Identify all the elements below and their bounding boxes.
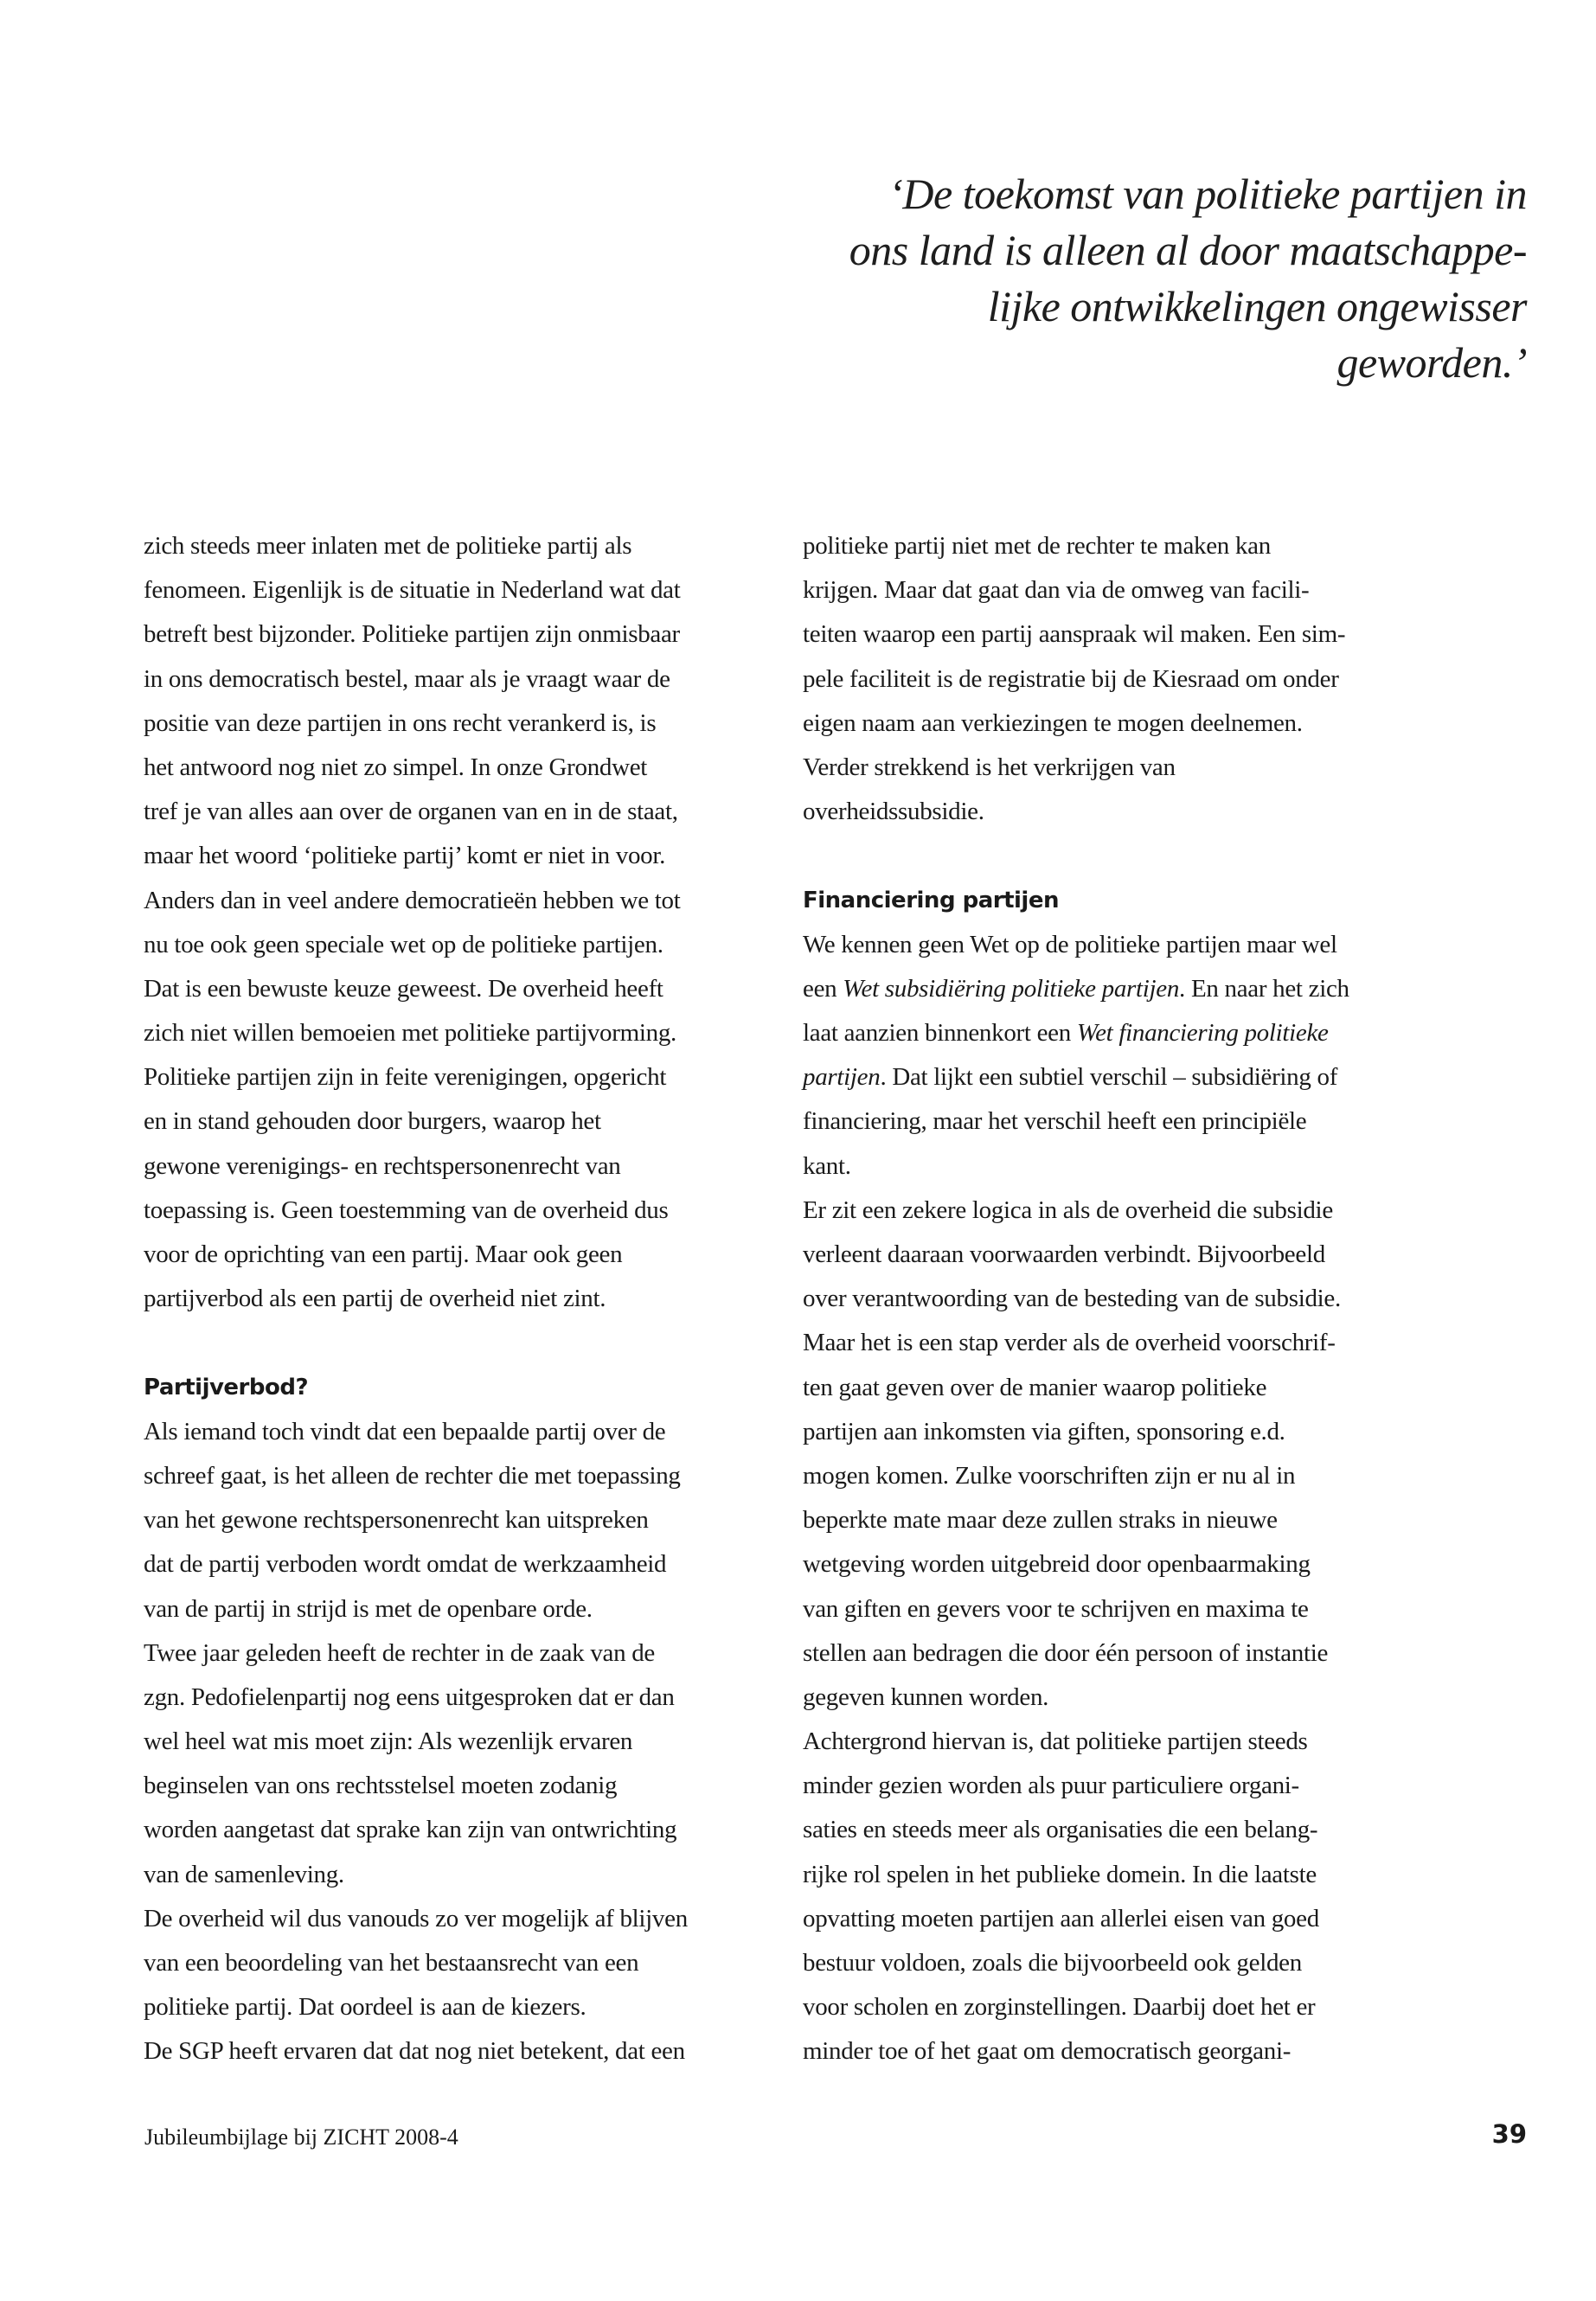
pull-quote-line: ons land is alleen al door maatschappe- [849, 226, 1527, 274]
text-line: De overheid wil dus vanouds zo ver mogelijk af blijven [144, 1904, 688, 1932]
text-line: bestuur voldoen, zoals die bijvoorbeeld ook gelden [803, 1949, 1302, 1977]
text-line: gegeven kunnen worden. [803, 1682, 1049, 1711]
text-line: We kennen geen Wet op de politieke partijen maar wel [803, 930, 1337, 958]
text-line: maar het woord ‘politieke partij’ komt er niet in voor. [144, 842, 666, 870]
text-line: in ons democratisch bestel, maar als je vraagt waar de [144, 664, 670, 693]
text-line: De SGP heeft ervaren dat dat nog niet betekent, dat een [144, 2037, 685, 2066]
pull-quote-line: ‘De toekomst van politieke partijen in [888, 170, 1527, 218]
text-line: zich niet willen bemoeien met politieke partijvorming. [144, 1019, 676, 1048]
text-line: zgn. Pedofielenpartij nog eens uitgesproken dat er dan [144, 1682, 675, 1711]
text-line: minder toe of het gaat om democratisch georgani- [803, 2037, 1292, 2066]
text-line [803, 967, 1408, 1011]
pull-quote-line: lijke ontwikkelingen ongewisser [987, 282, 1527, 330]
text-line: eigen naam aan verkiezingen te mogen deelnemen. [803, 708, 1303, 737]
section-heading: Partijverbod? [144, 1374, 309, 1400]
text-segment: . Dat lijkt een subtiel verschil – subsidiëring of [880, 1063, 1338, 1092]
text-line: saties en steeds meer als organisaties die een belang- [803, 1816, 1318, 1844]
text-line: voor de oprichting van een partij. Maar ook geen [144, 1240, 623, 1268]
text-line: fenomeen. Eigenlijk is de situatie in Nederland wat dat [144, 576, 681, 605]
text-line: Er zit een zekere logica in als de overheid die subsidie [803, 1195, 1333, 1224]
text-line: wel heel wat mis moet zijn: Als wezenlijk ervaren [144, 1727, 633, 1756]
text-line: worden aangetast dat sprake kan zijn van ontwrichting [144, 1816, 677, 1844]
text-line: politieke partij. Dat oordeel is aan de kiezers. [144, 1993, 586, 2022]
text-line: pele faciliteit is de registratie bij de Kiesraad om onder [803, 664, 1339, 693]
text-line: politieke partij niet met de rechter te maken kan [803, 532, 1271, 560]
text-line: Verder strekkend is het verkrijgen van [803, 753, 1176, 781]
text-line: Maar het is een stap verder als de overheid voorschrif- [803, 1329, 1336, 1357]
text-line: Dat is een bewuste keuze geweest. De overheid heeft [144, 974, 663, 1003]
text-line: en in stand gehouden door burgers, waarop het [144, 1107, 601, 1136]
text-line: Anders dan in veel andere democratieën hebben we tot [144, 886, 681, 914]
text-line [803, 1011, 1408, 1055]
section-heading: Financiering partijen [803, 887, 1059, 913]
text-line: Achtergrond hiervan is, dat politieke partijen steeds [803, 1727, 1308, 1756]
article-column-left [144, 524, 749, 2074]
text-segment: . En naar het zich [1179, 974, 1349, 1003]
text-line: positie van deze partijen in ons recht verankerd is, is [144, 708, 657, 737]
text-segment: laat aanzien binnenkort een [803, 1019, 1077, 1048]
text-line: nu toe ook geen speciale wet op de politieke partijen. [144, 930, 663, 958]
text-line: voor scholen en zorginstellingen. Daarbij doet het er [803, 1993, 1316, 2022]
text-line: rijke rol spelen in het publieke domein. In die laatste [803, 1860, 1317, 1888]
pull-quote-line: geworden.’ [1336, 338, 1527, 387]
text-line: financiering, maar het verschil heeft een principiële [803, 1107, 1307, 1136]
text-line: ten gaat geven over de manier waarop politieke [803, 1373, 1267, 1401]
text-segment: een [803, 974, 843, 1003]
text-line: overheidssubsidie. [803, 798, 984, 826]
text-line: van een beoordeling van het bestaansrecht van een [144, 1949, 639, 1977]
italic-law-title: partijen [803, 1063, 881, 1092]
italic-law-title: Wet financiering politieke [1076, 1019, 1329, 1048]
text-line: beperkte mate maar deze zullen straks in nieuwe [803, 1506, 1278, 1535]
text-line: Twee jaar geleden heeft de rechter in de zaak van de [144, 1638, 656, 1667]
text-line: partijen aan inkomsten via giften, sponsoring e.d. [803, 1417, 1285, 1445]
text-line: teiten waarop een partij aanspraak wil maken. Een sim- [803, 620, 1346, 649]
text-line: zich steeds meer inlaten met de politieke partij als [144, 532, 632, 560]
text-line: mogen komen. Zulke voorschriften zijn er nu al in [803, 1461, 1296, 1490]
text-line [803, 1055, 1408, 1099]
page-number: 39 [1491, 2119, 1527, 2149]
text-line: verleent daaraan voorwaarden verbindt. Bijvoorbeeld [803, 1240, 1325, 1268]
article-column-right [803, 524, 1408, 2074]
text-line: van giften en gevers voor te schrijven en maxima te [803, 1594, 1309, 1623]
pull-quote [849, 166, 1527, 391]
text-line: krijgen. Maar dat gaat dan via de omweg van facili- [803, 576, 1310, 605]
text-line: over verantwoording van de besteding van de subsidie. [803, 1285, 1341, 1313]
text-line: van het gewone rechtspersonenrecht kan uitspreken [144, 1506, 649, 1535]
footer-publication: Jubileumbijlage bij ZICHT 2008-4 [144, 2125, 458, 2150]
paragraph-spacer [144, 1321, 749, 1365]
text-line: gewone verenigings- en rechtspersonenrecht van [144, 1151, 621, 1180]
text-line: dat de partij verboden wordt omdat de werkzaamheid [144, 1550, 667, 1579]
paragraph-spacer [803, 834, 1408, 878]
text-line: beginselen van ons rechtsstelsel moeten zodanig [144, 1772, 618, 1800]
text-line: partijverbod als een partij de overheid niet zint. [144, 1285, 606, 1313]
text-line: Als iemand toch vindt dat een bepaalde partij over de [144, 1417, 666, 1445]
italic-law-title: Wet subsidiëring politieke partijen [843, 974, 1180, 1003]
text-line: stellen aan bedragen die door één persoon of instantie [803, 1638, 1329, 1667]
text-line: het antwoord nog niet zo simpel. In onze Grondwet [144, 753, 648, 781]
text-line: Politieke partijen zijn in feite verenigingen, opgericht [144, 1063, 667, 1092]
text-line: van de partij in strijd is met de openbare orde. [144, 1594, 593, 1623]
text-line: minder gezien worden als puur particuliere organi- [803, 1772, 1299, 1800]
text-line: opvatting moeten partijen aan allerlei eisen van goed [803, 1904, 1319, 1932]
text-line: van de samenleving. [144, 1860, 344, 1888]
text-line: wetgeving worden uitgebreid door openbaarmaking [803, 1550, 1311, 1579]
text-line: kant. [803, 1151, 851, 1180]
text-line: tref je van alles aan over de organen van en in de staat, [144, 798, 678, 826]
text-line: schreef gaat, is het alleen de rechter die met toepassing [144, 1461, 681, 1490]
text-line: betreft best bijzonder. Politieke partijen zijn onmisbaar [144, 620, 680, 649]
text-line: toepassing is. Geen toestemming van de overheid dus [144, 1195, 669, 1224]
